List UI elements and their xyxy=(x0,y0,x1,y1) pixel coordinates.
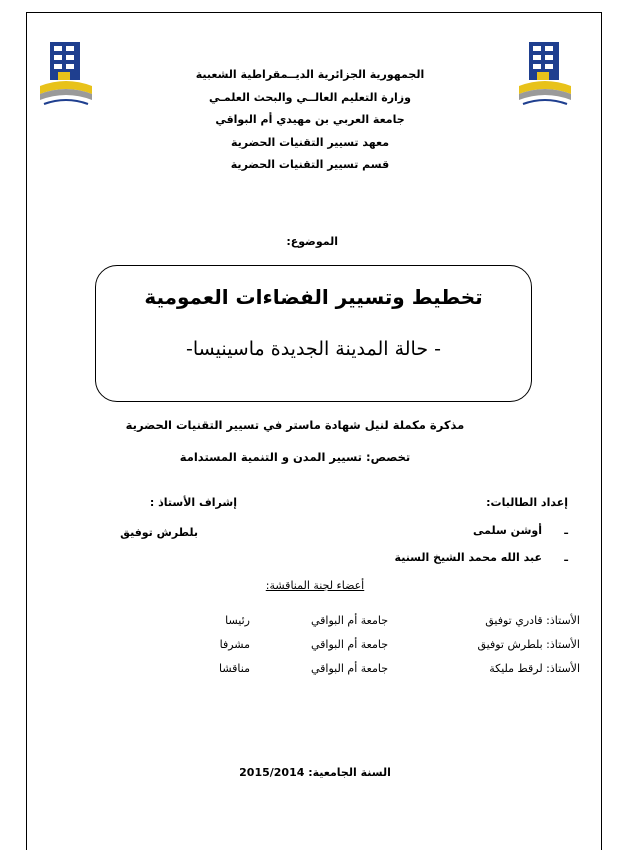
university-logo-icon xyxy=(517,38,573,114)
committee-member-row xyxy=(110,638,580,658)
title-box xyxy=(95,265,532,402)
students-label: إعداد الطالبات: xyxy=(486,496,568,509)
university-logo-icon xyxy=(38,38,94,114)
member-role: مشرفا xyxy=(219,638,250,651)
committee-member-row xyxy=(110,614,580,634)
member-name: الأستاذ: قادري توفيق xyxy=(485,614,580,627)
member-university: جامعة أم البواقي xyxy=(311,638,388,651)
supervisor-name: بلطرش توفيق xyxy=(120,526,198,539)
thesis-subtitle: - حالة المدينة الجديدة ماسينيسا- xyxy=(186,338,441,360)
institution-header xyxy=(140,64,480,177)
thesis-title: تخطيط وتسيير الفضاءات العمومية xyxy=(144,285,483,309)
member-university: جامعة أم البواقي xyxy=(311,662,388,675)
header-line-university: جامعة العربي بن مهيدي أم البواقي xyxy=(215,113,405,126)
supervisor-label: إشراف الأستاذ : xyxy=(149,496,237,509)
member-role: رئيسا xyxy=(225,614,250,627)
memo-degree: مذكرة مكملة لنيل شهادة ماستر في تسيير التقنيات الحضرية xyxy=(125,418,465,432)
student-bullet: ـ xyxy=(564,524,568,537)
committee-title-text: أعضاء لجنة المناقشة: xyxy=(265,579,365,592)
student-name-1: أوشن سلمى xyxy=(473,524,542,537)
subject-label: الموضوع: xyxy=(286,235,338,248)
member-university: جامعة أم البواقي xyxy=(311,614,388,627)
header-line-ministry: وزارة التعليم العالــي والبحث العلمـي xyxy=(209,90,411,104)
student-bullet: ـ xyxy=(564,551,568,564)
committee-title xyxy=(190,579,440,592)
member-name: الأستاذ: بلطرش توفيق xyxy=(477,638,580,651)
committee-member-row xyxy=(110,662,580,682)
member-name: الأستاذ: لرقط مليكة xyxy=(489,662,580,675)
student-name-2: عبد الله محمد الشيخ السنية xyxy=(394,551,542,564)
header-line-institute: معهد تسيير التقنيات الحضرية xyxy=(230,135,390,149)
header-line-republic: الجمهورية الجزائرية الديــمقراطية الشعبية xyxy=(195,68,425,81)
memo-specialty: تخصص: تسيير المدن و التنمية المستدامة xyxy=(179,450,411,464)
academic-year: السنة الجامعية: 2015/2014 xyxy=(239,766,391,779)
header-line-department: قسم تسيير التقنيات الحضرية xyxy=(230,158,390,171)
member-role: مناقشا xyxy=(219,662,250,675)
